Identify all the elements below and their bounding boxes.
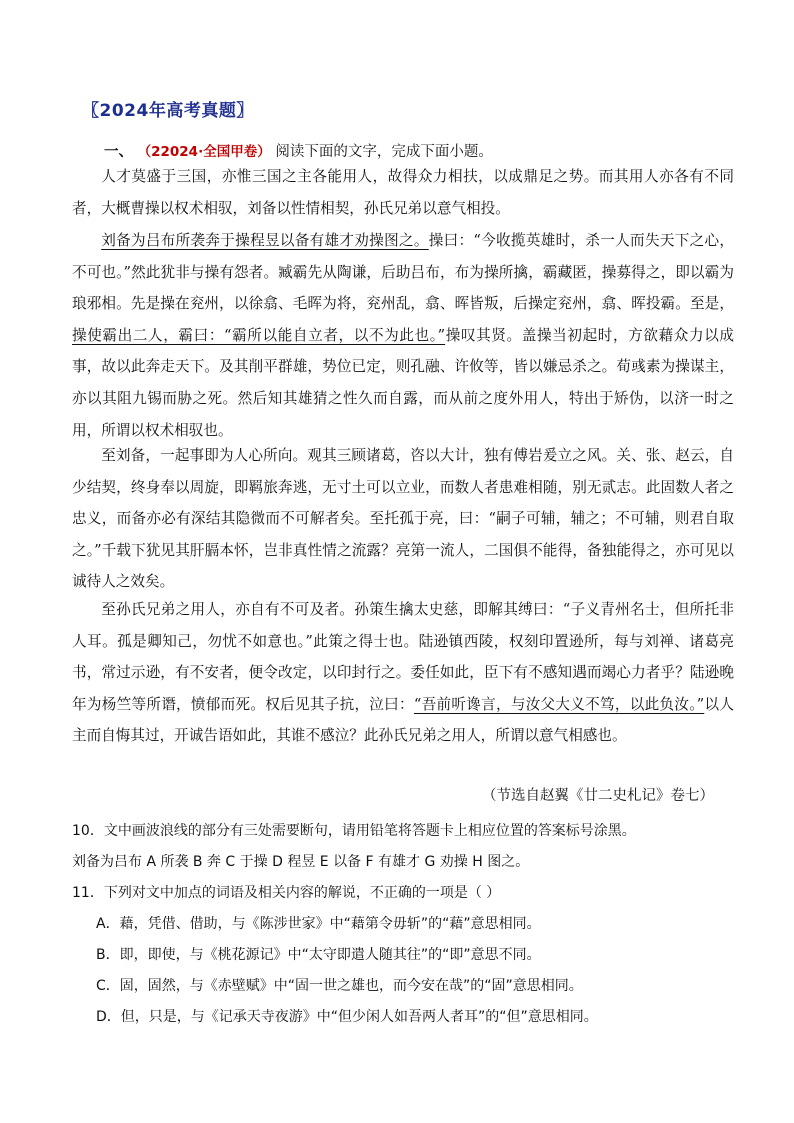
- question-10: 10．文中画波浪线的部分有三处需要断句，请用铅笔将答题卡上相应位置的答案标号涂黑。: [72, 823, 636, 839]
- passage-paragraph-2: 刘备为吕布所袭奔于操程昱以备有雄才劝操图之。操曰：“今收揽英雄时，杀一人而失天下之心，不可也。”然此犹非与操有怨者。臧霸先从陶谦，后助吕布，布为操所擒，霸藏匿，操募得之，即以霸为琅邪相。先是操在兖州，以徐翕、毛晖为将，兖州乱，翕、晖皆叛，后操定兖州，翕、晖投霸。至是，操使霸出二人，霸曰：“霸所以能自立者，以不为此也。”操叹其贤。盖操当初起时，方欲藉众力以成事，故以此奔走天下。及其削平群雄，势位已定，则孔融、许攸等，皆以嫌忌杀之。荀彧素为操谋主，亦以其阻九锡而胁之死。然后知其雄猜之性久而自露，而从前之度外用人，特出于矫伪，以济一时之用，所谓以权术相驭也。: [72, 232, 734, 439]
- option-d: D．但，只是，与《记承天寺夜游》中“但少闲人如吾两人者耳”的“但”意思相同。: [96, 1009, 598, 1025]
- passage: [72, 161, 734, 224]
- passage-paragraph-4: 至孙氏兄弟之用人，亦自有不可及者。孙策生擒太史慈，即解其缚曰：“子义青州名士，但所托非人耳。孤是卿知己，勿忧不如意也。”此策之得士也。陆逊镇西陵，权刻印置逊所，每与刘禅、诸葛亮书，常过示逊，有不安者，便令改定，以印封行之。委任如此，臣下有不感知遇而竭心力者乎？陆逊晚年为杨竺等所谮，愤郁而死。权后见其子抗，泣曰：“吾前听谗言，与汝父大义不笃，以此负汝。”以人主而自悔其过，开诚告语如此，其谁不感泣？此孙氏兄弟之用人，所谓以意气相感也。: [72, 601, 734, 745]
- passage-paragraph-1: 人才莫盛于三国，亦惟三国之主各能用人，故得众力相扶，以成鼎足之势。而其用人亦各有不同者，大概曹操以权术相驭，刘备以性情相契，孙氏兄弟以意气相投。: [72, 168, 734, 217]
- option-c: C．固，固然，与《赤壁赋》中“固一世之雄也，而今安在哉”的“固”意思相同。: [96, 978, 583, 994]
- question-10-sentence: 刘备为吕布 A 所袭 B 奔 C 于操 D 程昱 E 以备 F 有雄才 G 劝操 H 图之。: [72, 854, 530, 870]
- questions: [72, 816, 732, 1033]
- underlined-sentence-2: “吾前听谗言，与汝父大义不笃，以此负汝。”: [413, 695, 705, 713]
- question-instruction: 阅读下面的文字，完成下面小题。: [275, 144, 493, 160]
- question-header: [104, 140, 493, 161]
- underlined-sentence: 操使霸出二人，霸曰：“霸所以能自立者，以不为此也。”: [72, 326, 446, 344]
- section-title: 〖2024年高考真题〗: [82, 101, 254, 121]
- wavy-underline-sentence: 刘备为吕布所袭奔于操程昱以备有雄才劝操图之。: [101, 232, 429, 249]
- question-number: 一、: [104, 143, 133, 160]
- source-note: （节选自赵翼《廿二史札记》卷七）: [482, 788, 714, 804]
- question-source: （22024·全国甲卷）: [137, 144, 271, 160]
- question-11: 11．下列对文中加点的词语及相关内容的解说，不正确的一项是（ ）: [72, 885, 501, 901]
- option-a: A．藉，凭借、借助，与《陈涉世家》中“藉第令毋斩”的“藉”意思相同。: [96, 916, 541, 932]
- option-b: B．即，即使，与《桃花源记》中“太守即遣人随其往”的“即”意思不同。: [96, 947, 541, 963]
- passage-paragraph-3: 至刘备，一起事即为人心所向。观其三顾诸葛，咨以大计，独有傅岩爰立之风。关、张、赵云，自少结契，终身奉以周旋，即羁旅奔逃，无寸土可以立业，而数人者患难相随，别无贰志。此固数人者之忠义，而备亦必有深结其隐微而不可解者矣。至托孤于亮，曰：“嗣子可辅，辅之；不可辅，则君自取之。”千载下犹见其肝膈本怀，岂非真性情之流露？亮第一流人，二国俱不能得，备独能得之，亦可见以诚待人之效矣。: [72, 447, 734, 591]
